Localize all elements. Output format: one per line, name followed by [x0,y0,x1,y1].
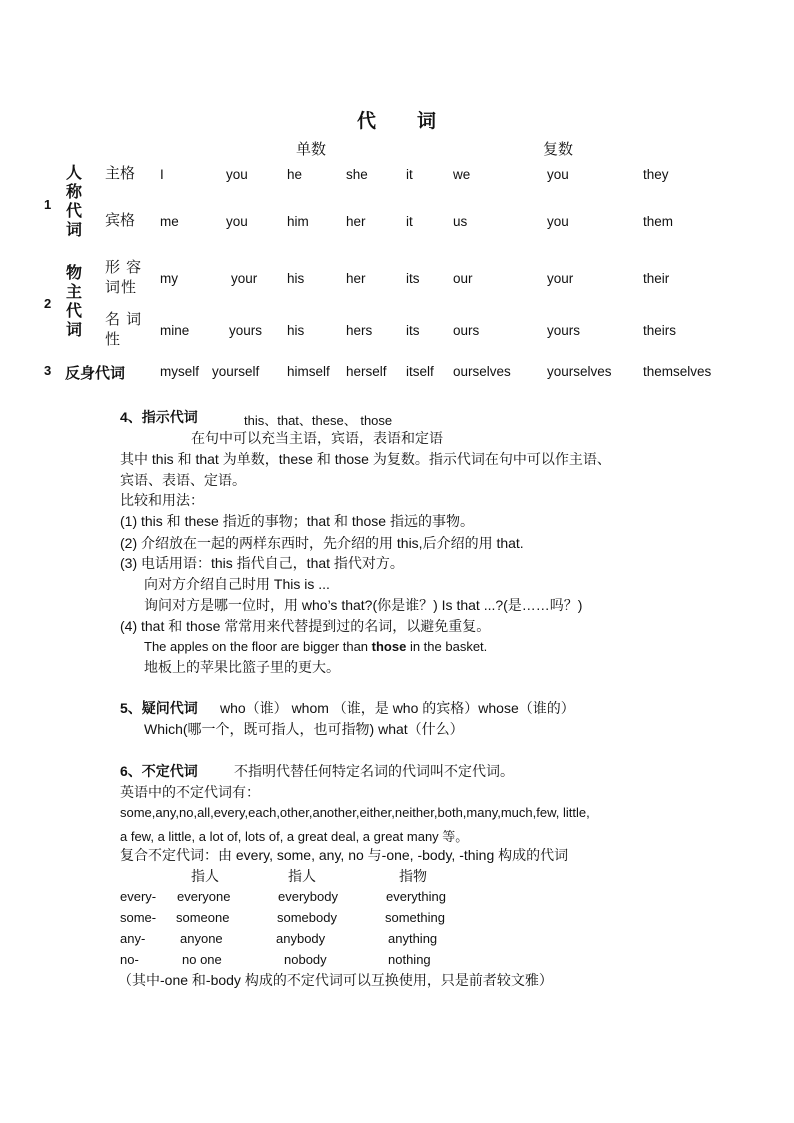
cell: your [547,271,574,286]
section-4-heading: 4、指示代词 [120,409,198,425]
compound-prefix: every- [120,889,157,904]
row-number: 1 [44,197,52,212]
cell: they [643,167,669,182]
cell: yours [229,323,263,338]
section-6-heading: 6、不定代词 [120,763,198,779]
section-4-example-translation: 地板上的苹果比篮子里的更大。 [144,659,340,675]
cell: she [346,167,368,182]
cell: you [226,167,248,182]
cell: my [160,271,178,286]
cell: yours [547,323,581,338]
compound-word: everybody [278,889,338,904]
section-4-line: 宾语、表语、定语。 [120,472,246,488]
header-singular: 单数 [296,141,327,158]
section-4-example: The apples on the floor are bigger than those in the basket. [144,639,488,654]
cell: it [406,167,413,182]
label-nominal: 名 词性 [105,311,143,348]
section-5-line: who（谁） whom （谁，是 who 的宾格）whose（谁的） [220,700,575,716]
cell: me [160,214,179,229]
cell: we [453,167,471,182]
section-4-item: (1) this 和 these 指近的事物；that 和 those 指远的事物。 [120,513,474,529]
cell: hers [346,323,373,338]
compound-prefix: any- [120,931,146,946]
cell: his [287,323,305,338]
compound-word: nothing [388,952,431,967]
cell: our [453,271,473,286]
cell: you [547,214,569,229]
compound-word: nobody [284,952,327,967]
section-4-item: (3) 电话用语：this 指代自己，that 指代对方。 [120,555,404,571]
section-5-heading: 5、疑问代词 [120,700,198,716]
cell: ours [453,323,480,338]
section-6-line: a few, a little, a lot of, lots of, a great deal, a great many 等。 [120,829,469,844]
group-possessive-pronouns: 物主代词 [65,265,82,339]
cell: himself [287,364,330,379]
compound-word: anybody [276,931,326,946]
label-adjectival: 形 容词性 [105,259,143,296]
section-6-note: （其中-one 和-body 构成的不定代词可以互换使用，只是前者较文雅） [118,972,553,988]
header-plural: 复数 [543,141,574,158]
cell: its [406,323,420,338]
section-4-words: this、that、these、 those [244,413,393,428]
section-4-line: 其中 this 和 that 为单数，these 和 those 为复数。指示代词在句中可以作主语、 [120,451,611,467]
cell: them [643,214,674,229]
compound-col-header: 指人 [288,868,316,884]
section-4-line: 比较和用法： [120,492,204,508]
section-6-line: 英语中的不定代词有： [120,784,260,800]
section-4-item: (4) that 和 those 常常用来代替提到过的名词，以避免重复。 [120,618,491,634]
compound-word: somebody [277,910,337,925]
compound-word: anything [388,931,438,946]
compound-col-header: 指物 [399,868,427,884]
compound-col-header: 指人 [191,868,219,884]
cell: herself [346,364,387,379]
group-personal-pronouns: 人称代词 [65,165,82,239]
cell: her [346,271,366,286]
compound-word: everything [386,889,446,904]
cell: I [160,167,164,182]
cell: itself [406,364,434,379]
cell: ourselves [453,364,511,379]
cell: your [231,271,258,286]
cell: their [643,271,670,286]
section-6-line: 复合不定代词：由 every, some, any, no 与-one, -body, -thing 构成的代词 [120,847,569,863]
compound-prefix: no- [120,952,139,967]
cell: her [346,214,366,229]
section-5-line: Which(哪一个，既可指人，也可指物) what（什么） [144,721,464,737]
section-4-item: (2) 介绍放在一起的两样东西时，先介绍的用 this,后介绍的用 that. [120,535,524,551]
cell: his [287,271,305,286]
cell: its [406,271,420,286]
compound-word: someone [176,910,230,925]
cell: yourselves [547,364,612,379]
row-number: 2 [44,296,52,311]
row-number: 3 [44,363,52,378]
cell: mine [160,323,190,338]
cell: themselves [643,364,712,379]
label-subject-case: 主格 [105,165,136,182]
section-4-line: 在句中可以充当主语，宾语，表语和定语 [191,430,443,446]
compound-word: something [385,910,445,925]
cell: you [547,167,569,182]
cell: us [453,214,468,229]
compound-prefix: some- [120,910,157,925]
cell: him [287,214,309,229]
section-4-item: 询问对方是哪一位时，用 who’s that?(你是谁？) Is that ...?(是……吗？) [144,597,583,613]
cell: you [226,214,248,229]
section-4-item: 向对方介绍自己时用 This is ... [144,576,330,592]
section-6-definition: 不指明代替任何特定名词的代词叫不定代词。 [234,763,514,779]
cell: myself [160,364,200,379]
page-title: 代 词 [357,111,438,132]
label-object-case: 宾格 [105,212,136,229]
group-reflexive-pronouns: 反身代词 [65,365,126,382]
section-6-line: some,any,no,all,every,each,other,another,either,neither,both,many,much,few, little, [120,805,590,820]
compound-word: everyone [177,889,231,904]
compound-word: anyone [180,931,223,946]
cell: it [406,214,413,229]
cell: he [287,167,303,182]
cell: theirs [643,323,677,338]
cell: yourself [212,364,260,379]
compound-word: no one [182,952,222,967]
